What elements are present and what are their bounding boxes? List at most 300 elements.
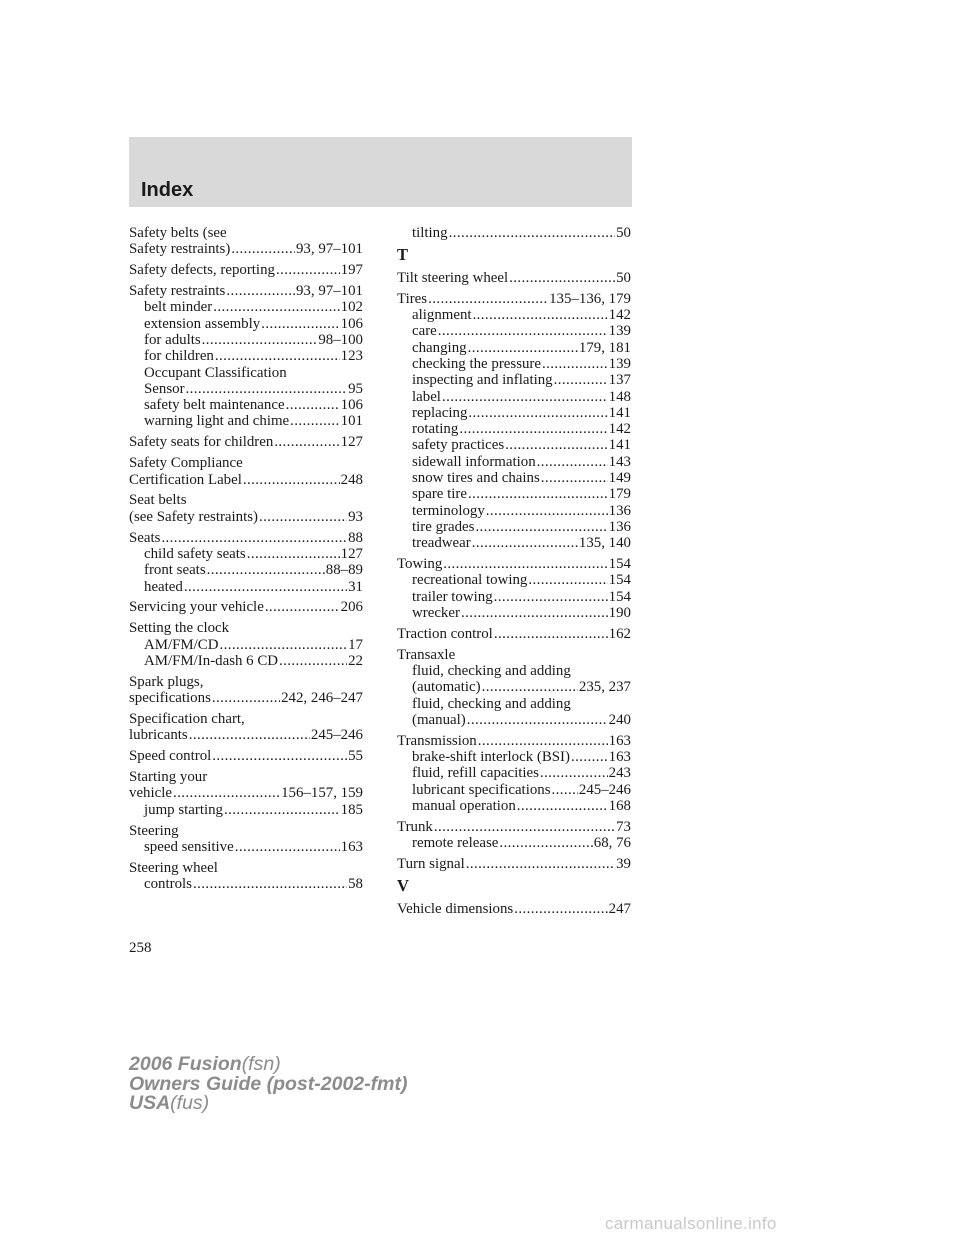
index-page-ref: 39: [616, 856, 631, 873]
index-subentry-line: [397, 356, 631, 372]
dot-leader: [482, 679, 578, 695]
dot-leader: [212, 690, 280, 706]
index-page-ref: 179: [608, 486, 631, 503]
index-term: Specification chart,: [129, 710, 245, 727]
dot-leader: [468, 486, 608, 502]
index-page-ref: 127: [340, 434, 363, 451]
dot-leader: [226, 283, 295, 299]
dot-leader: [478, 733, 608, 749]
index-entry: [129, 823, 363, 856]
index-entry: [397, 901, 631, 917]
index-page-ref: 143: [608, 453, 631, 470]
dot-leader: [541, 470, 608, 486]
index-term: AM/FM/In-dash 6 CD: [144, 652, 279, 669]
index-term: specifications: [129, 690, 211, 707]
index-page-ref: 135, 140: [578, 535, 631, 552]
index-subentry-line: [397, 470, 631, 486]
index-term: care: [412, 323, 437, 340]
index-term: replacing: [412, 404, 468, 421]
dot-leader: [486, 503, 608, 519]
index-page-ref: 185: [340, 801, 363, 818]
index-term: remote release: [412, 835, 499, 852]
index-page-ref: 50: [616, 269, 631, 286]
index-page-ref: 142: [608, 421, 631, 438]
index-term: alignment: [412, 307, 472, 324]
index-page-ref: 235, 237: [578, 679, 631, 696]
index-entry-line: [397, 291, 631, 307]
index-term: AM/FM/CD: [144, 636, 219, 653]
index-page-ref: 190: [608, 605, 631, 622]
index-term: Steering wheel: [129, 859, 218, 876]
index-page-ref: 139: [608, 355, 631, 372]
index-entry: [397, 291, 631, 552]
index-entry: [397, 225, 631, 241]
dot-leader: [505, 437, 607, 453]
index-term: safety practices: [412, 437, 505, 454]
dot-leader: [259, 509, 347, 525]
index-entry: [129, 711, 363, 744]
index-subentry-line: [129, 839, 363, 855]
index-entry-line: [397, 856, 631, 872]
index-page-ref: 240: [608, 711, 631, 728]
index-subentry-line: [129, 546, 363, 562]
index-entry-line: [397, 626, 631, 642]
dot-leader: [552, 782, 578, 798]
index-entry-line: [129, 530, 363, 546]
dot-leader: [428, 291, 548, 307]
dot-leader: [219, 637, 347, 653]
dot-leader: [494, 626, 608, 642]
index-subentry-line: [129, 562, 363, 578]
index-term: sidewall information: [412, 453, 536, 470]
dot-leader: [442, 389, 608, 405]
index-page-ref: 136: [608, 518, 631, 535]
index-term: (see Safety restraints): [129, 508, 258, 525]
index-term: for children: [144, 348, 214, 365]
index-entry-line: [129, 225, 363, 241]
dot-leader: [571, 749, 608, 765]
index-term: Servicing your vehicle: [129, 599, 264, 616]
index-page-ref: 163: [340, 838, 363, 855]
index-page-ref: 50: [616, 225, 631, 241]
index-subentry-line: [397, 696, 631, 712]
index-page-ref: 73: [616, 818, 631, 835]
index-subentry-line: [397, 679, 631, 695]
index-entry-line: [129, 748, 363, 764]
index-term: Safety seats for children: [129, 434, 274, 451]
dot-leader: [434, 819, 615, 835]
index-subentry-line: [397, 486, 631, 502]
index-page-ref: 142: [608, 307, 631, 324]
index-entry: [397, 270, 631, 286]
dot-leader: [231, 241, 295, 257]
dot-leader: [468, 405, 607, 421]
index-page-ref: 127: [340, 545, 363, 562]
dot-leader: [235, 839, 340, 855]
index-term: Transmission: [397, 732, 477, 749]
index-term: Spark plugs,: [129, 673, 204, 690]
index-term: lubricant specifications: [412, 781, 551, 798]
index-subentry-line: [397, 372, 631, 388]
index-entry-line: [397, 733, 631, 749]
index-entry-line: [129, 860, 363, 876]
index-subentry-line: [129, 332, 363, 348]
index-subentry-line: [397, 535, 631, 551]
index-entry: [129, 283, 363, 430]
index-letter-heading: T: [397, 244, 409, 264]
dot-leader: [438, 323, 608, 339]
index-entry: [129, 674, 363, 707]
index-entry: [129, 530, 363, 595]
index-term: fluid, checking and adding: [412, 663, 571, 680]
footer-model: 2006 Fusion: [129, 1053, 242, 1075]
index-page-ref: 248: [340, 471, 363, 488]
dot-leader: [193, 876, 347, 892]
index-page-ref: 102: [340, 299, 363, 316]
index-entry-line: [397, 901, 631, 917]
index-term: spare tire: [412, 486, 467, 503]
index-page-ref: 22: [348, 652, 363, 669]
index-term: Safety belts (see: [129, 225, 227, 241]
dot-leader: [517, 798, 608, 814]
index-subentry-line: [129, 579, 363, 595]
index-page-ref: 242, 246–247: [281, 690, 363, 707]
index-term: Turn signal: [397, 856, 465, 873]
dot-leader: [459, 421, 607, 437]
index-entry-line: [129, 620, 363, 636]
index-term: tire grades: [412, 518, 475, 535]
index-page-ref: 141: [608, 404, 631, 421]
dot-leader: [514, 901, 607, 917]
dot-leader: [202, 332, 318, 348]
dot-leader: [528, 572, 607, 588]
index-page-ref: 31: [348, 578, 363, 595]
dot-leader: [212, 748, 347, 764]
index-page-ref: 136: [608, 502, 631, 519]
index-page-ref: 141: [608, 437, 631, 454]
index-entry-line: [129, 241, 363, 257]
index-entry-line: [129, 674, 363, 690]
dot-leader: [189, 727, 310, 743]
index-page-ref: 135–136, 179: [549, 290, 631, 307]
index-term: child safety seats: [144, 545, 246, 562]
dot-leader: [243, 472, 340, 488]
index-entry: [129, 620, 363, 669]
index-subentry-line: [129, 637, 363, 653]
index-entry: [129, 225, 363, 258]
index-term: Tires: [397, 290, 428, 307]
index-subentry-line: [397, 749, 631, 765]
index-entry: [129, 434, 363, 450]
index-subentry-line: [129, 802, 363, 818]
index-entry-line: [397, 819, 631, 835]
index-term: warning light and chime: [144, 413, 290, 430]
index-entry-line: [129, 727, 363, 743]
index-page-ref: 101: [340, 413, 363, 430]
index-entry-line: [129, 262, 363, 278]
index-term: belt minder: [144, 299, 213, 316]
index-page-ref: 247: [608, 901, 631, 918]
index-term: (automatic): [412, 679, 481, 696]
index-entry: [397, 626, 631, 642]
index-term: checking the pressure: [412, 355, 541, 372]
index-page-ref: 123: [340, 348, 363, 365]
index-page-ref: 17: [348, 636, 363, 653]
index-term: Traction control: [397, 625, 493, 642]
dot-leader: [443, 556, 607, 572]
index-entry-line: [129, 599, 363, 615]
index-entry: [397, 556, 631, 621]
dot-leader: [473, 307, 608, 323]
index-entry: [397, 647, 631, 728]
index-page-ref: 106: [340, 397, 363, 414]
dot-leader: [509, 270, 615, 286]
index-subentry-line: [397, 572, 631, 588]
index-entry-line: [129, 283, 363, 299]
index-term: recreational towing: [412, 572, 528, 589]
index-term: front seats: [144, 562, 206, 579]
index-subentry-line: [397, 389, 631, 405]
index-subentry-line: [397, 712, 631, 728]
index-term: Sensor: [144, 380, 185, 397]
index-subentry-line: [397, 605, 631, 621]
index-page-ref: 245–246: [578, 781, 631, 798]
index-subentry-line: [397, 589, 631, 605]
footer-market-code: (fus): [170, 1092, 210, 1114]
index-entry-line: [129, 434, 363, 450]
dot-leader: [554, 372, 608, 388]
index-subentry-line: [397, 421, 631, 437]
index-term: Towing: [397, 556, 443, 573]
index-entry: [129, 262, 363, 278]
index-term: rotating: [412, 421, 459, 438]
index-subentry-line: [129, 397, 363, 413]
index-subentry-line: [397, 663, 631, 679]
index-term: snow tires and chains: [412, 470, 540, 487]
index-term: Setting the clock: [129, 620, 230, 637]
index-term: Seat belts: [129, 492, 187, 509]
dot-leader: [213, 299, 339, 315]
index-subentry-line: [397, 307, 631, 323]
index-entry-line: [129, 823, 363, 839]
index-page-ref: 58: [348, 876, 363, 892]
footer-model-code: (fsn): [241, 1053, 281, 1075]
header-band: [129, 137, 632, 207]
dot-leader: [466, 856, 615, 872]
index-entry-line: [129, 711, 363, 727]
footer-guide: Owners Guide (post-2002-fmt): [129, 1072, 408, 1095]
dot-leader: [184, 579, 347, 595]
dot-leader: [265, 599, 340, 615]
index-page-ref: 154: [608, 588, 631, 605]
dot-leader: [461, 605, 608, 621]
index-term: Safety Compliance: [129, 455, 243, 472]
dot-leader: [286, 397, 340, 413]
index-term: Safety restraints: [129, 283, 226, 300]
index-page-ref: 245–246: [310, 727, 363, 744]
index-subentry-line: [129, 876, 363, 892]
index-term: Steering: [129, 822, 179, 839]
index-page-ref: 137: [608, 372, 631, 389]
index-term: inspecting and inflating: [412, 372, 553, 389]
index-entry-line: [129, 492, 363, 508]
dot-leader: [161, 530, 347, 546]
index-term: heated: [144, 578, 183, 595]
index-term: for adults: [144, 331, 201, 348]
dot-leader: [472, 535, 578, 551]
index-term: (manual): [412, 711, 466, 728]
index-page-ref: 179, 181: [578, 339, 631, 356]
dot-leader: [276, 262, 340, 278]
footer-market: USA: [129, 1092, 171, 1114]
page-number: 258: [129, 940, 152, 956]
index-term: Starting your: [129, 769, 208, 786]
index-term: safety belt maintenance: [144, 397, 285, 414]
dot-leader: [494, 589, 608, 605]
dot-leader: [499, 835, 592, 851]
index-entry-line: [397, 647, 631, 663]
dot-leader: [540, 765, 608, 781]
index-entry: [129, 748, 363, 764]
index-subentry-line: [397, 437, 631, 453]
index-subentry-line: [397, 503, 631, 519]
index-term: fluid, checking and adding: [412, 695, 571, 712]
index-page-ref: 206: [340, 599, 363, 616]
index-page-ref: 93: [348, 508, 363, 525]
index-subentry-line: [397, 405, 631, 421]
watermark: carmanualsonline.info: [605, 1214, 777, 1233]
index-page-ref: 197: [340, 262, 363, 279]
index-subentry-line: [129, 299, 363, 315]
dot-leader: [224, 802, 340, 818]
index-term: manual operation: [412, 798, 516, 815]
index-page-ref: 88: [348, 529, 363, 546]
index-entry-line: [129, 455, 363, 471]
index-term: changing: [412, 339, 467, 356]
dot-leader: [290, 413, 340, 429]
index-term: Safety defects, reporting: [129, 262, 275, 279]
index-subentry-line: [129, 413, 363, 429]
index-entry-line: [129, 472, 363, 488]
index-entry-line: [129, 690, 363, 706]
index-term: jump starting: [144, 801, 223, 818]
index-subentry-line: [397, 225, 631, 241]
index-term: Trunk: [397, 818, 433, 835]
dot-leader: [475, 519, 607, 535]
index-term: fluid, refill capacities: [412, 765, 539, 782]
index-term: lubricants: [129, 727, 188, 744]
dot-leader: [449, 225, 616, 241]
index-term: Transaxle: [397, 646, 456, 663]
index-term: Vehicle dimensions: [397, 901, 514, 918]
dot-leader: [467, 712, 608, 728]
dot-leader: [537, 454, 608, 470]
dot-leader: [274, 434, 339, 450]
index-page-ref: 243: [608, 765, 631, 782]
dot-leader: [173, 785, 280, 801]
page-title: Index: [141, 179, 194, 201]
index-page-ref: 139: [608, 323, 631, 340]
index-page-ref: 93, 97–101: [295, 241, 363, 258]
dot-leader: [468, 340, 578, 356]
index-subentry-line: [397, 835, 631, 851]
index-page-ref: 55: [348, 748, 363, 765]
index-entry: [397, 819, 631, 852]
index-subentry-line: [397, 519, 631, 535]
dot-leader: [542, 356, 608, 372]
index-term: speed sensitive: [144, 838, 234, 855]
index-entry: [129, 492, 363, 525]
dot-leader: [247, 546, 340, 562]
index-page-ref: 106: [340, 315, 363, 332]
index-page-ref: 154: [608, 556, 631, 573]
index-term: terminology: [412, 502, 485, 519]
index-term: treadwear: [412, 535, 471, 552]
index-page-ref: 163: [608, 732, 631, 749]
index-term: label: [412, 388, 441, 405]
dot-leader: [279, 653, 347, 669]
index-term: tilting: [412, 225, 448, 241]
index-term: Occupant Classification: [144, 364, 287, 381]
index-entry-line: [397, 270, 631, 286]
index-column-left: [129, 225, 363, 897]
index-term: controls: [144, 876, 192, 892]
index-entry: [129, 860, 363, 893]
index-letter-heading: V: [397, 876, 409, 896]
index-term: vehicle: [129, 785, 172, 802]
index-term: wrecker: [412, 605, 460, 622]
index-subentry-line: [397, 765, 631, 781]
index-page-ref: 95: [348, 380, 363, 397]
index-subentry-line: [397, 798, 631, 814]
index-term: trailer towing: [412, 588, 493, 605]
index-term: extension assembly: [144, 315, 261, 332]
index-entry-line: [397, 556, 631, 572]
index-term: Tilt steering wheel: [397, 269, 509, 286]
document-footer: [129, 1055, 407, 1114]
index-term: Safety restraints): [129, 241, 231, 258]
index-term: brake-shift interlock (BSI): [412, 749, 570, 766]
dot-leader: [207, 562, 325, 578]
index-page-ref: 93, 97–101: [295, 283, 363, 300]
index-page-ref: 163: [608, 749, 631, 766]
index-subentry-line: [129, 348, 363, 364]
index-term: Certification Label: [129, 471, 242, 488]
index-page-ref: 98–100: [318, 331, 363, 348]
index-entry-line: [129, 769, 363, 785]
index-subentry-line: [129, 653, 363, 669]
index-entry-line: [129, 785, 363, 801]
index-entry: [129, 769, 363, 818]
index-subentry-line: [129, 381, 363, 397]
index-subentry-line: [397, 454, 631, 470]
index-subentry-line: [129, 365, 363, 381]
index-page-ref: 156–157, 159: [281, 785, 363, 802]
index-entry: [129, 455, 363, 488]
index-page-ref: 148: [608, 388, 631, 405]
index-page-ref: 162: [608, 625, 631, 642]
index-term: Speed control: [129, 748, 212, 765]
index-entry: [129, 599, 363, 615]
index-subentry-line: [397, 323, 631, 339]
dot-leader: [215, 348, 340, 364]
dot-leader: [186, 381, 348, 397]
index-subentry-line: [397, 340, 631, 356]
index-page-ref: 88–89: [325, 562, 363, 579]
index-column-right: [397, 225, 631, 922]
index-page-ref: 68, 76: [593, 835, 631, 852]
dot-leader: [261, 316, 339, 332]
